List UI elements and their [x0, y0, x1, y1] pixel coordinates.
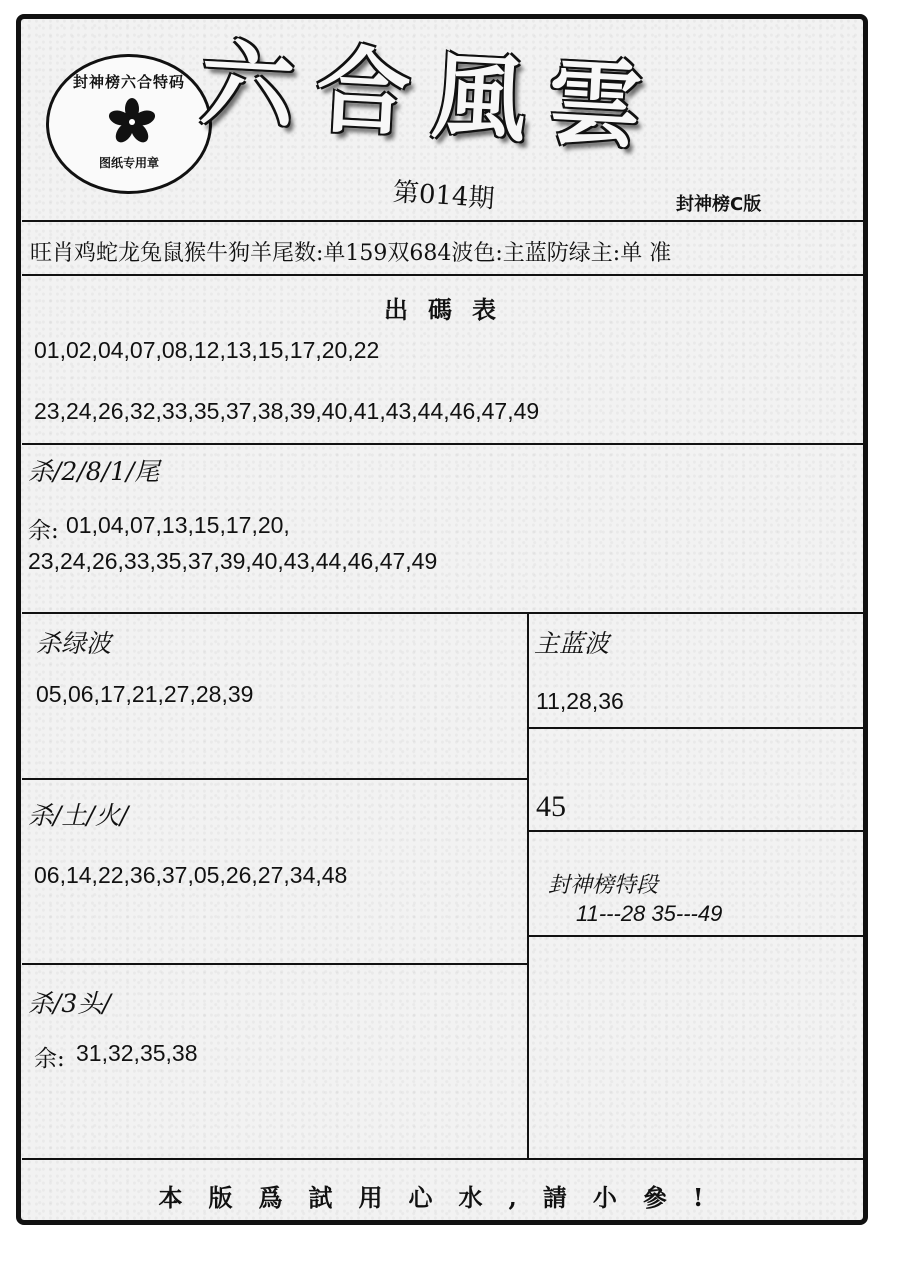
main-blue-numbers: 11,28,36 — [536, 688, 624, 714]
divider — [528, 727, 866, 729]
kill-element-label: 杀/土/火/ — [28, 801, 129, 830]
kill-heads-remain-label: 余: — [34, 1046, 65, 1072]
kill-element-numbers: 06,14,22,36,37,05,26,27,34,48 — [34, 862, 348, 888]
kill-tail-remain-line1: 01,04,07,13,15,17,20, — [66, 512, 290, 538]
draw-row-2: 23,24,26,32,33,35,37,38,39,40,41,43,44,46,47,49 — [34, 398, 540, 424]
footer-note: 本版爲試用心水,請小參! — [158, 1183, 730, 1212]
divider — [528, 830, 866, 832]
divider — [528, 935, 866, 937]
kill-green-numbers: 05,06,17,21,27,28,39 — [36, 681, 254, 707]
single-number: 45 — [536, 790, 566, 823]
masthead-title: 六合風雲 — [197, 29, 667, 164]
edition-label: 封神榜C版 — [676, 194, 762, 215]
issue-number: 第014期 — [391, 177, 496, 215]
draw-table-title: 出碼表 — [384, 295, 516, 324]
kill-tail-remain-line2: 23,24,26,33,35,37,39,40,43,44,46,47,49 — [28, 548, 438, 574]
seal-bottom-text: 图纸专用章 — [98, 156, 159, 170]
column-divider — [527, 612, 529, 1158]
divider — [22, 963, 528, 965]
seal-top-text: 封神榜六合特码 — [72, 73, 185, 91]
divider — [22, 220, 866, 222]
kill-tail-remain-label: 余: — [28, 518, 59, 544]
special-segment-range: 11---28 35---49 — [576, 901, 723, 926]
kill-heads-label: 杀/3头/ — [28, 989, 111, 1018]
zodiac-line: 旺肖鸡蛇龙兔鼠猴牛狗羊尾数:单159双684波色:主蓝防绿主:单 准 — [30, 241, 672, 266]
special-segment-label: 封神榜特段 — [548, 872, 659, 897]
kill-heads-numbers: 31,32,35,38 — [76, 1040, 198, 1066]
divider — [22, 612, 866, 614]
divider — [22, 274, 866, 276]
divider — [22, 778, 528, 780]
draw-row-1: 01,02,04,07,08,12,13,15,17,20,22 — [34, 337, 380, 363]
divider — [22, 443, 866, 445]
bauhinia-icon — [107, 97, 157, 147]
seal-stamp — [46, 54, 212, 194]
kill-tail-label: 杀/2/8/1/尾 — [28, 457, 160, 486]
main-blue-label: 主蓝波 — [534, 629, 610, 658]
divider — [22, 1158, 866, 1160]
kill-green-label: 杀绿波 — [36, 629, 112, 658]
